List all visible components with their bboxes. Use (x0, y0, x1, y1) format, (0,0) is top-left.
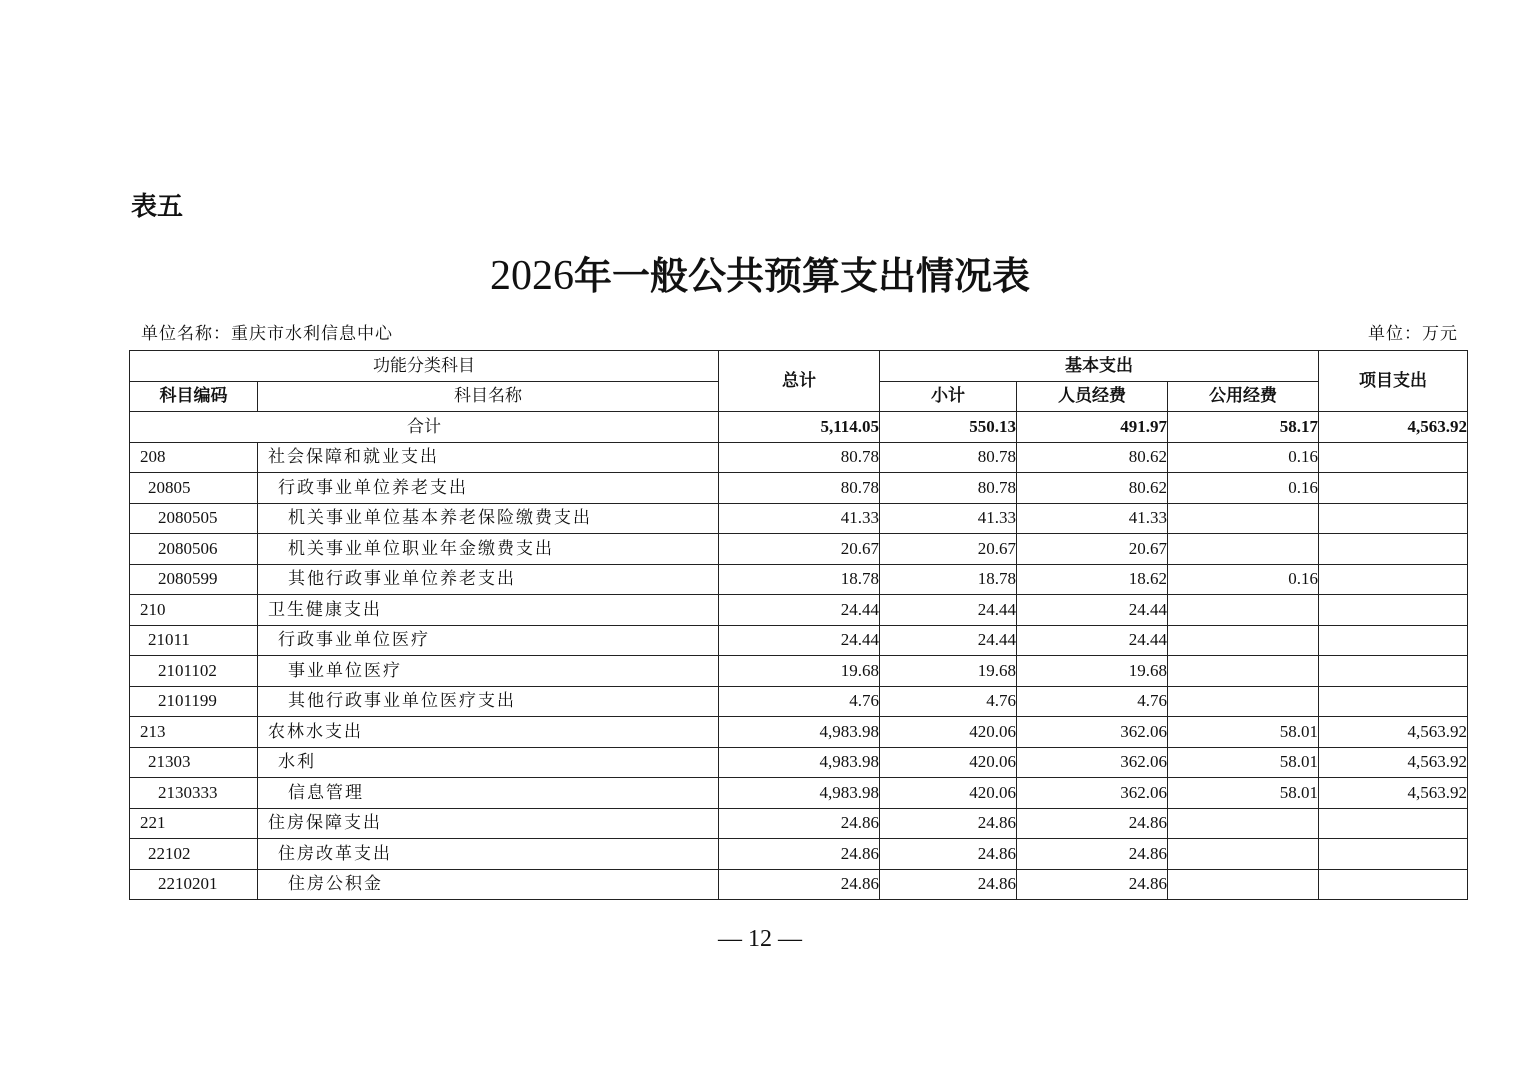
row-name: 农林水支出 (258, 717, 719, 748)
table-row (130, 625, 1468, 656)
row-code: 20805 (130, 473, 258, 504)
table-row (130, 534, 1468, 565)
row-code: 21303 (130, 747, 258, 778)
row-project: 4,563.92 (1319, 717, 1468, 748)
row-personnel: 41.33 (1017, 503, 1168, 534)
row-code: 221 (130, 808, 258, 839)
row-personnel: 362.06 (1017, 747, 1168, 778)
title-text: 年一般公共预算支出情况表 (573, 253, 1030, 298)
row-personnel: 24.44 (1017, 625, 1168, 656)
document-title (0, 250, 1520, 302)
row-personnel: 18.62 (1017, 564, 1168, 595)
row-total: 24.86 (719, 808, 880, 839)
total-row (130, 412, 1468, 443)
header-project-expense: 项目支出 (1319, 351, 1468, 412)
row-project: 4,563.92 (1319, 747, 1468, 778)
row-subtotal: 18.78 (880, 564, 1017, 595)
table-row (130, 656, 1468, 687)
row-code: 21011 (130, 625, 258, 656)
row-name: 其他行政事业单位医疗支出 (258, 686, 719, 717)
row-subtotal: 420.06 (880, 778, 1017, 809)
row-total: 24.44 (719, 595, 880, 626)
row-code: 2080506 (130, 534, 258, 565)
row-project (1319, 595, 1468, 626)
row-total: 4,983.98 (719, 778, 880, 809)
row-public: 58.01 (1168, 747, 1319, 778)
header-name: 科目名称 (258, 381, 719, 412)
row-code: 213 (130, 717, 258, 748)
header-total: 总计 (719, 351, 880, 412)
table-row (130, 747, 1468, 778)
unit-name: 单位名称：重庆市水利信息中心 (141, 324, 393, 344)
row-public (1168, 595, 1319, 626)
row-code: 2130333 (130, 778, 258, 809)
row-subtotal: 4.76 (880, 686, 1017, 717)
row-public: 0.16 (1168, 442, 1319, 473)
row-total: 20.67 (719, 534, 880, 565)
row-personnel: 4.76 (1017, 686, 1168, 717)
row-code: 2210201 (130, 869, 258, 900)
table-row (130, 869, 1468, 900)
budget-table (129, 350, 1468, 900)
row-public: 58.01 (1168, 778, 1319, 809)
row-public (1168, 656, 1319, 687)
table-row (130, 717, 1468, 748)
row-code: 2080599 (130, 564, 258, 595)
header-subtotal: 小计 (880, 381, 1017, 412)
row-public (1168, 839, 1319, 870)
row-total: 80.78 (719, 442, 880, 473)
row-subtotal: 80.78 (880, 473, 1017, 504)
row-code: 2080505 (130, 503, 258, 534)
table-row (130, 442, 1468, 473)
row-total: 24.44 (719, 625, 880, 656)
total-public: 58.17 (1168, 412, 1319, 443)
row-public (1168, 503, 1319, 534)
row-subtotal: 420.06 (880, 717, 1017, 748)
row-subtotal: 24.86 (880, 808, 1017, 839)
row-total: 41.33 (719, 503, 880, 534)
header-public: 公用经费 (1168, 381, 1319, 412)
table-row (130, 778, 1468, 809)
row-project (1319, 473, 1468, 504)
unit-label: 单位：万元 (1368, 324, 1458, 344)
row-name: 卫生健康支出 (258, 595, 719, 626)
row-code: 210 (130, 595, 258, 626)
row-personnel: 80.62 (1017, 442, 1168, 473)
row-personnel: 24.44 (1017, 595, 1168, 626)
row-name: 住房改革支出 (258, 839, 719, 870)
total-subtotal: 550.13 (880, 412, 1017, 443)
header-row-1 (130, 351, 1468, 382)
row-project: 4,563.92 (1319, 778, 1468, 809)
row-name: 机关事业单位基本养老保险缴费支出 (258, 503, 719, 534)
row-subtotal: 24.44 (880, 595, 1017, 626)
row-total: 18.78 (719, 564, 880, 595)
table-label: 表五 (131, 192, 184, 222)
row-project (1319, 564, 1468, 595)
row-personnel: 20.67 (1017, 534, 1168, 565)
row-personnel: 362.06 (1017, 778, 1168, 809)
row-total: 24.86 (719, 839, 880, 870)
row-name: 行政事业单位养老支出 (258, 473, 719, 504)
row-code: 2101199 (130, 686, 258, 717)
row-total: 19.68 (719, 656, 880, 687)
row-public: 0.16 (1168, 473, 1319, 504)
row-project (1319, 869, 1468, 900)
row-personnel: 19.68 (1017, 656, 1168, 687)
row-code: 22102 (130, 839, 258, 870)
table-row (130, 686, 1468, 717)
row-personnel: 362.06 (1017, 717, 1168, 748)
table-row (130, 839, 1468, 870)
table-row (130, 564, 1468, 595)
row-public (1168, 625, 1319, 656)
row-personnel: 80.62 (1017, 473, 1168, 504)
row-total: 4,983.98 (719, 717, 880, 748)
row-name: 其他行政事业单位养老支出 (258, 564, 719, 595)
table-row (130, 808, 1468, 839)
row-subtotal: 80.78 (880, 442, 1017, 473)
row-project (1319, 839, 1468, 870)
row-name: 水利 (258, 747, 719, 778)
table-row (130, 473, 1468, 504)
row-code: 208 (130, 442, 258, 473)
row-personnel: 24.86 (1017, 869, 1168, 900)
row-name: 住房保障支出 (258, 808, 719, 839)
table-row (130, 503, 1468, 534)
row-subtotal: 24.86 (880, 869, 1017, 900)
row-project (1319, 808, 1468, 839)
row-code: 2101102 (130, 656, 258, 687)
row-name: 机关事业单位职业年金缴费支出 (258, 534, 719, 565)
row-public (1168, 686, 1319, 717)
row-name: 事业单位医疗 (258, 656, 719, 687)
row-subtotal: 24.86 (880, 839, 1017, 870)
row-project (1319, 656, 1468, 687)
row-name: 住房公积金 (258, 869, 719, 900)
row-total: 80.78 (719, 473, 880, 504)
row-public: 58.01 (1168, 717, 1319, 748)
header-basic-expense: 基本支出 (880, 351, 1319, 382)
total-total: 5,114.05 (719, 412, 880, 443)
row-public: 0.16 (1168, 564, 1319, 595)
row-subtotal: 20.67 (880, 534, 1017, 565)
row-project (1319, 503, 1468, 534)
total-label: 合计 (130, 412, 719, 443)
row-project (1319, 534, 1468, 565)
row-total: 4.76 (719, 686, 880, 717)
row-total: 24.86 (719, 869, 880, 900)
row-subtotal: 19.68 (880, 656, 1017, 687)
title-year: 2026 (489, 253, 574, 299)
row-public (1168, 869, 1319, 900)
row-subtotal: 24.44 (880, 625, 1017, 656)
row-project (1319, 442, 1468, 473)
header-code: 科目编码 (130, 381, 258, 412)
row-public (1168, 534, 1319, 565)
row-public (1168, 808, 1319, 839)
page-number: — 12 — (718, 926, 802, 952)
row-name: 行政事业单位医疗 (258, 625, 719, 656)
row-personnel: 24.86 (1017, 808, 1168, 839)
row-personnel: 24.86 (1017, 839, 1168, 870)
row-name: 社会保障和就业支出 (258, 442, 719, 473)
total-personnel: 491.97 (1017, 412, 1168, 443)
row-subtotal: 420.06 (880, 747, 1017, 778)
header-functional-category: 功能分类科目 (130, 351, 719, 382)
row-project (1319, 686, 1468, 717)
table-row (130, 595, 1468, 626)
row-name: 信息管理 (258, 778, 719, 809)
row-project (1319, 625, 1468, 656)
row-subtotal: 41.33 (880, 503, 1017, 534)
header-personnel: 人员经费 (1017, 381, 1168, 412)
row-total: 4,983.98 (719, 747, 880, 778)
total-project: 4,563.92 (1319, 412, 1468, 443)
